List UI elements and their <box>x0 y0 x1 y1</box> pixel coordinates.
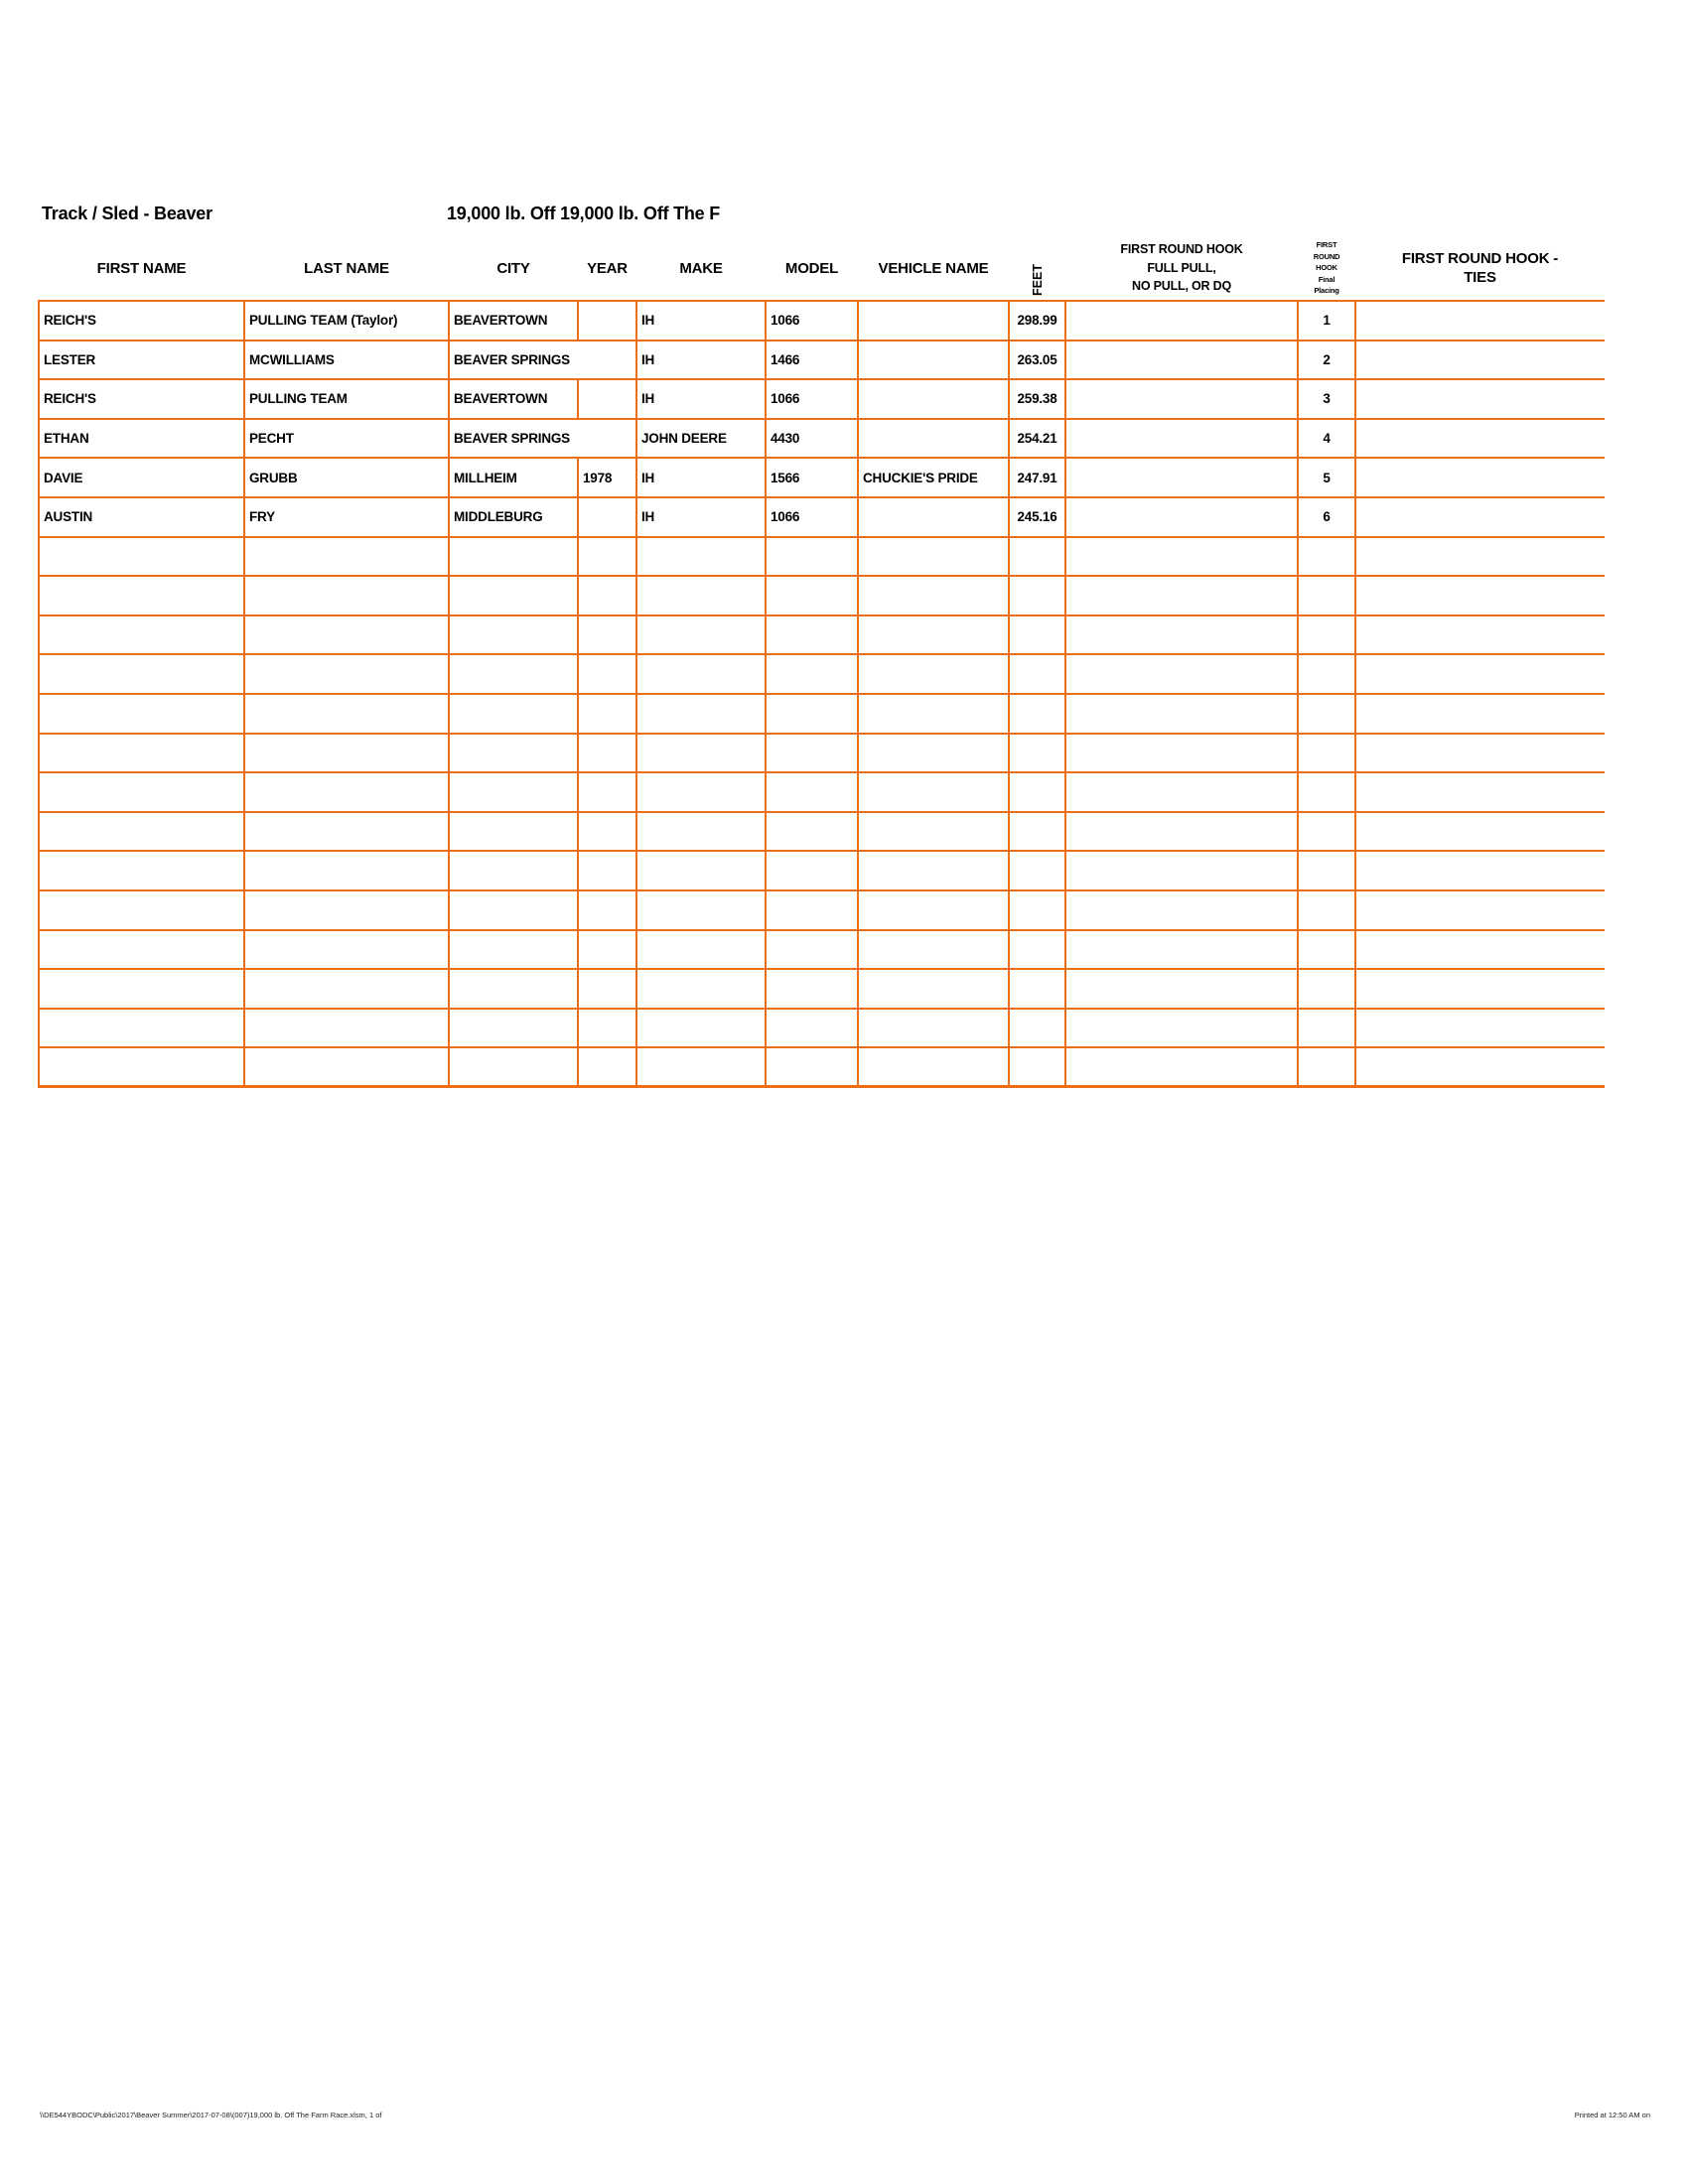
cell-placing <box>1298 615 1355 655</box>
cell-vehicle-name <box>858 576 1009 615</box>
cell-last-name <box>244 694 449 734</box>
cell-make <box>636 654 766 694</box>
cell-first-name: REICH'S <box>39 301 244 341</box>
cell-first-name <box>39 615 244 655</box>
col-header-first-name: FIRST NAME <box>96 259 187 277</box>
cell-placing <box>1298 654 1355 694</box>
table-row <box>39 419 1605 459</box>
cell-feet <box>1009 615 1065 655</box>
cell-vehicle-name <box>858 379 1009 419</box>
col-header-city: CITY <box>496 259 530 277</box>
col-header-feet <box>1009 236 1065 301</box>
cell-make <box>636 1009 766 1048</box>
cell-ties <box>1355 851 1605 890</box>
col-header-full-pull: FIRST ROUND HOOK FULL PULL, NO PULL, OR DQ <box>1120 241 1243 294</box>
cell-first-name <box>39 1047 244 1087</box>
header-row <box>39 236 1605 301</box>
cell-make <box>636 615 766 655</box>
cell-city <box>449 930 578 970</box>
cell-model <box>766 969 858 1009</box>
cell-year: 1978 <box>578 458 636 497</box>
cell-feet <box>1009 734 1065 773</box>
cell-model <box>766 1047 858 1087</box>
cell-city: MIDDLEBURG <box>449 497 578 537</box>
cell-last-name <box>244 890 449 930</box>
cell-placing <box>1298 576 1355 615</box>
cell-make <box>636 812 766 852</box>
cell-year <box>578 772 636 812</box>
cell-feet <box>1009 537 1065 577</box>
cell-year <box>578 1009 636 1048</box>
cell-year <box>578 615 636 655</box>
cell-first-name: AUSTIN <box>39 497 244 537</box>
cell-placing <box>1298 890 1355 930</box>
empty-row <box>39 694 1605 734</box>
cell-placing: 6 <box>1298 497 1355 537</box>
cell-placing: 5 <box>1298 458 1355 497</box>
empty-row <box>39 734 1605 773</box>
cell-make: IH <box>636 497 766 537</box>
cell-feet: 247.91 <box>1009 458 1065 497</box>
cell-year <box>578 851 636 890</box>
cell-last-name: PECHT <box>244 419 449 459</box>
table-row <box>39 458 1605 497</box>
cell-make <box>636 890 766 930</box>
cell-feet: 254.21 <box>1009 419 1065 459</box>
cell-ties <box>1355 497 1605 537</box>
empty-row <box>39 654 1605 694</box>
cell-last-name <box>244 576 449 615</box>
cell-last-name <box>244 1047 449 1087</box>
cell-model <box>766 615 858 655</box>
cell-first-name: REICH'S <box>39 379 244 419</box>
cell-vehicle-name <box>858 930 1009 970</box>
cell-city <box>449 969 578 1009</box>
cell-vehicle-name <box>858 497 1009 537</box>
cell-vehicle-name <box>858 301 1009 341</box>
cell-feet <box>1009 576 1065 615</box>
cell-vehicle-name <box>858 969 1009 1009</box>
cell-last-name: PULLING TEAM <box>244 379 449 419</box>
cell-last-name <box>244 654 449 694</box>
table-row <box>39 497 1605 537</box>
empty-row <box>39 851 1605 890</box>
cell-placing <box>1298 772 1355 812</box>
cell-year <box>578 694 636 734</box>
cell-full-pull <box>1065 576 1298 615</box>
cell-ties <box>1355 812 1605 852</box>
cell-full-pull <box>1065 537 1298 577</box>
col-header-make: MAKE <box>679 259 723 277</box>
cell-placing: 4 <box>1298 419 1355 459</box>
cell-city: BEAVERTOWN <box>449 379 578 419</box>
cell-make: IH <box>636 458 766 497</box>
cell-city <box>449 1047 578 1087</box>
empty-row <box>39 772 1605 812</box>
cell-make <box>636 930 766 970</box>
cell-city <box>449 615 578 655</box>
cell-vehicle-name <box>858 851 1009 890</box>
cell-vehicle-name <box>858 1047 1009 1087</box>
cell-last-name: PULLING TEAM (Taylor) <box>244 301 449 341</box>
empty-row <box>39 1009 1605 1048</box>
cell-ties <box>1355 772 1605 812</box>
cell-first-name <box>39 930 244 970</box>
cell-vehicle-name: CHUCKIE'S PRIDE <box>858 458 1009 497</box>
cell-make <box>636 851 766 890</box>
cell-make <box>636 694 766 734</box>
cell-first-name <box>39 890 244 930</box>
cell-model: 1566 <box>766 458 858 497</box>
cell-last-name <box>244 615 449 655</box>
printed-at-footer: Printed at 12:50 AM on <box>1574 2111 1650 2119</box>
cell-full-pull <box>1065 930 1298 970</box>
class-title: 19,000 lb. Off 19,000 lb. Off The F <box>447 204 721 223</box>
cell-feet <box>1009 930 1065 970</box>
cell-city <box>449 1009 578 1048</box>
cell-feet <box>1009 694 1065 734</box>
cell-first-name <box>39 969 244 1009</box>
cell-make <box>636 772 766 812</box>
cell-vehicle-name <box>858 654 1009 694</box>
cell-ties <box>1355 969 1605 1009</box>
cell-placing <box>1298 969 1355 1009</box>
cell-model <box>766 890 858 930</box>
empty-row <box>39 930 1605 970</box>
cell-model <box>766 812 858 852</box>
table-row <box>39 301 1605 341</box>
file-path-footer: \\DE544YBODC\Public\2017\Beaver Summer\2017-07-08\(007)19,000 lb. Off The Farm Race.xlsm, 1 of <box>40 2111 382 2119</box>
cell-full-pull <box>1065 969 1298 1009</box>
cell-feet <box>1009 969 1065 1009</box>
cell-city: BEAVER SPRINGS <box>449 341 636 380</box>
cell-full-pull <box>1065 497 1298 537</box>
cell-last-name <box>244 537 449 577</box>
cell-ties <box>1355 537 1605 577</box>
cell-city: MILLHEIM <box>449 458 578 497</box>
cell-first-name <box>39 734 244 773</box>
empty-row <box>39 615 1605 655</box>
cell-placing <box>1298 537 1355 577</box>
cell-first-name <box>39 576 244 615</box>
cell-city <box>449 734 578 773</box>
cell-last-name <box>244 734 449 773</box>
cell-placing: 3 <box>1298 379 1355 419</box>
col-header-placing: FIRST ROUND HOOK Final Placing <box>1313 239 1340 296</box>
cell-vehicle-name <box>858 615 1009 655</box>
cell-full-pull <box>1065 654 1298 694</box>
cell-model: 1466 <box>766 341 858 380</box>
cell-full-pull <box>1065 379 1298 419</box>
cell-model <box>766 576 858 615</box>
cell-placing <box>1298 1009 1355 1048</box>
table-row <box>39 341 1605 380</box>
cell-last-name: FRY <box>244 497 449 537</box>
cell-city <box>449 694 578 734</box>
cell-year <box>578 1047 636 1087</box>
cell-year <box>578 812 636 852</box>
cell-feet: 298.99 <box>1009 301 1065 341</box>
results-table <box>38 236 1605 1088</box>
cell-city: BEAVER SPRINGS <box>449 419 636 459</box>
cell-ties <box>1355 694 1605 734</box>
cell-placing <box>1298 851 1355 890</box>
cell-last-name <box>244 812 449 852</box>
cell-placing: 1 <box>1298 301 1355 341</box>
cell-vehicle-name <box>858 537 1009 577</box>
cell-model <box>766 772 858 812</box>
cell-vehicle-name <box>858 694 1009 734</box>
cell-vehicle-name <box>858 812 1009 852</box>
cell-full-pull <box>1065 615 1298 655</box>
cell-vehicle-name <box>858 734 1009 773</box>
cell-model: 4430 <box>766 419 858 459</box>
cell-first-name <box>39 812 244 852</box>
cell-full-pull <box>1065 458 1298 497</box>
cell-year <box>578 379 636 419</box>
empty-row <box>39 969 1605 1009</box>
cell-last-name <box>244 930 449 970</box>
cell-full-pull <box>1065 1009 1298 1048</box>
cell-vehicle-name <box>858 419 1009 459</box>
cell-feet <box>1009 1009 1065 1048</box>
cell-last-name <box>244 969 449 1009</box>
cell-model <box>766 654 858 694</box>
cell-placing <box>1298 1047 1355 1087</box>
cell-city <box>449 537 578 577</box>
cell-city <box>449 890 578 930</box>
cell-ties <box>1355 458 1605 497</box>
cell-feet <box>1009 1047 1065 1087</box>
cell-full-pull <box>1065 1047 1298 1087</box>
cell-make <box>636 1047 766 1087</box>
cell-feet <box>1009 654 1065 694</box>
cell-full-pull <box>1065 851 1298 890</box>
cell-first-name <box>39 1009 244 1048</box>
empty-row <box>39 537 1605 577</box>
cell-feet <box>1009 812 1065 852</box>
cell-model <box>766 1009 858 1048</box>
empty-row <box>39 1047 1605 1087</box>
cell-year <box>578 654 636 694</box>
page-title: Track / Sled - Beaver <box>42 204 212 223</box>
cell-first-name: DAVIE <box>39 458 244 497</box>
cell-make <box>636 734 766 773</box>
cell-ties <box>1355 1047 1605 1087</box>
cell-city <box>449 772 578 812</box>
cell-year <box>578 930 636 970</box>
cell-year <box>578 734 636 773</box>
cell-full-pull <box>1065 812 1298 852</box>
col-header-vehicle-name: VEHICLE NAME <box>878 259 989 277</box>
cell-last-name: GRUBB <box>244 458 449 497</box>
cell-year <box>578 537 636 577</box>
cell-first-name <box>39 851 244 890</box>
cell-feet: 259.38 <box>1009 379 1065 419</box>
cell-ties <box>1355 890 1605 930</box>
col-header-model: MODEL <box>784 259 839 277</box>
cell-year <box>578 497 636 537</box>
cell-city <box>449 812 578 852</box>
cell-city <box>449 851 578 890</box>
cell-last-name <box>244 1009 449 1048</box>
cell-first-name <box>39 694 244 734</box>
cell-full-pull <box>1065 734 1298 773</box>
cell-ties <box>1355 1009 1605 1048</box>
cell-year <box>578 301 636 341</box>
col-header-ties: FIRST ROUND HOOK - TIES <box>1401 249 1559 286</box>
cell-vehicle-name <box>858 890 1009 930</box>
cell-ties <box>1355 419 1605 459</box>
cell-full-pull <box>1065 419 1298 459</box>
table-row <box>39 379 1605 419</box>
cell-feet <box>1009 890 1065 930</box>
cell-ties <box>1355 301 1605 341</box>
cell-year <box>578 890 636 930</box>
cell-feet <box>1009 772 1065 812</box>
cell-first-name <box>39 772 244 812</box>
cell-last-name <box>244 851 449 890</box>
empty-row <box>39 890 1605 930</box>
cell-placing <box>1298 734 1355 773</box>
cell-model <box>766 851 858 890</box>
cell-ties <box>1355 341 1605 380</box>
cell-first-name: ETHAN <box>39 419 244 459</box>
cell-feet <box>1009 851 1065 890</box>
cell-make: IH <box>636 379 766 419</box>
cell-last-name <box>244 772 449 812</box>
cell-make: JOHN DEERE <box>636 419 766 459</box>
cell-make: IH <box>636 341 766 380</box>
cell-ties <box>1355 576 1605 615</box>
cell-vehicle-name <box>858 341 1009 380</box>
cell-first-name: LESTER <box>39 341 244 380</box>
cell-placing <box>1298 694 1355 734</box>
col-header-year: YEAR <box>587 259 628 277</box>
cell-model <box>766 930 858 970</box>
cell-model: 1066 <box>766 301 858 341</box>
cell-full-pull <box>1065 772 1298 812</box>
cell-make <box>636 969 766 1009</box>
cell-model <box>766 734 858 773</box>
cell-ties <box>1355 615 1605 655</box>
cell-placing <box>1298 812 1355 852</box>
cell-last-name: MCWILLIAMS <box>244 341 449 380</box>
cell-model: 1066 <box>766 497 858 537</box>
cell-model: 1066 <box>766 379 858 419</box>
cell-year <box>578 969 636 1009</box>
cell-placing <box>1298 930 1355 970</box>
cell-vehicle-name <box>858 1009 1009 1048</box>
cell-model <box>766 694 858 734</box>
cell-full-pull <box>1065 341 1298 380</box>
cell-make: IH <box>636 301 766 341</box>
cell-feet: 263.05 <box>1009 341 1065 380</box>
cell-ties <box>1355 734 1605 773</box>
empty-row <box>39 576 1605 615</box>
cell-make <box>636 576 766 615</box>
col-header-last-name: LAST NAME <box>304 259 389 277</box>
cell-ties <box>1355 379 1605 419</box>
cell-city <box>449 654 578 694</box>
cell-city <box>449 576 578 615</box>
cell-feet: 245.16 <box>1009 497 1065 537</box>
cell-full-pull <box>1065 301 1298 341</box>
cell-first-name <box>39 537 244 577</box>
cell-ties <box>1355 930 1605 970</box>
cell-full-pull <box>1065 890 1298 930</box>
cell-full-pull <box>1065 694 1298 734</box>
cell-vehicle-name <box>858 772 1009 812</box>
cell-make <box>636 537 766 577</box>
cell-placing: 2 <box>1298 341 1355 380</box>
cell-year <box>578 576 636 615</box>
cell-city: BEAVERTOWN <box>449 301 578 341</box>
empty-row <box>39 812 1605 852</box>
cell-model <box>766 537 858 577</box>
feet-rotated-label: FEET <box>1030 264 1045 296</box>
results-body <box>39 301 1605 1087</box>
cell-first-name <box>39 654 244 694</box>
cell-ties <box>1355 654 1605 694</box>
